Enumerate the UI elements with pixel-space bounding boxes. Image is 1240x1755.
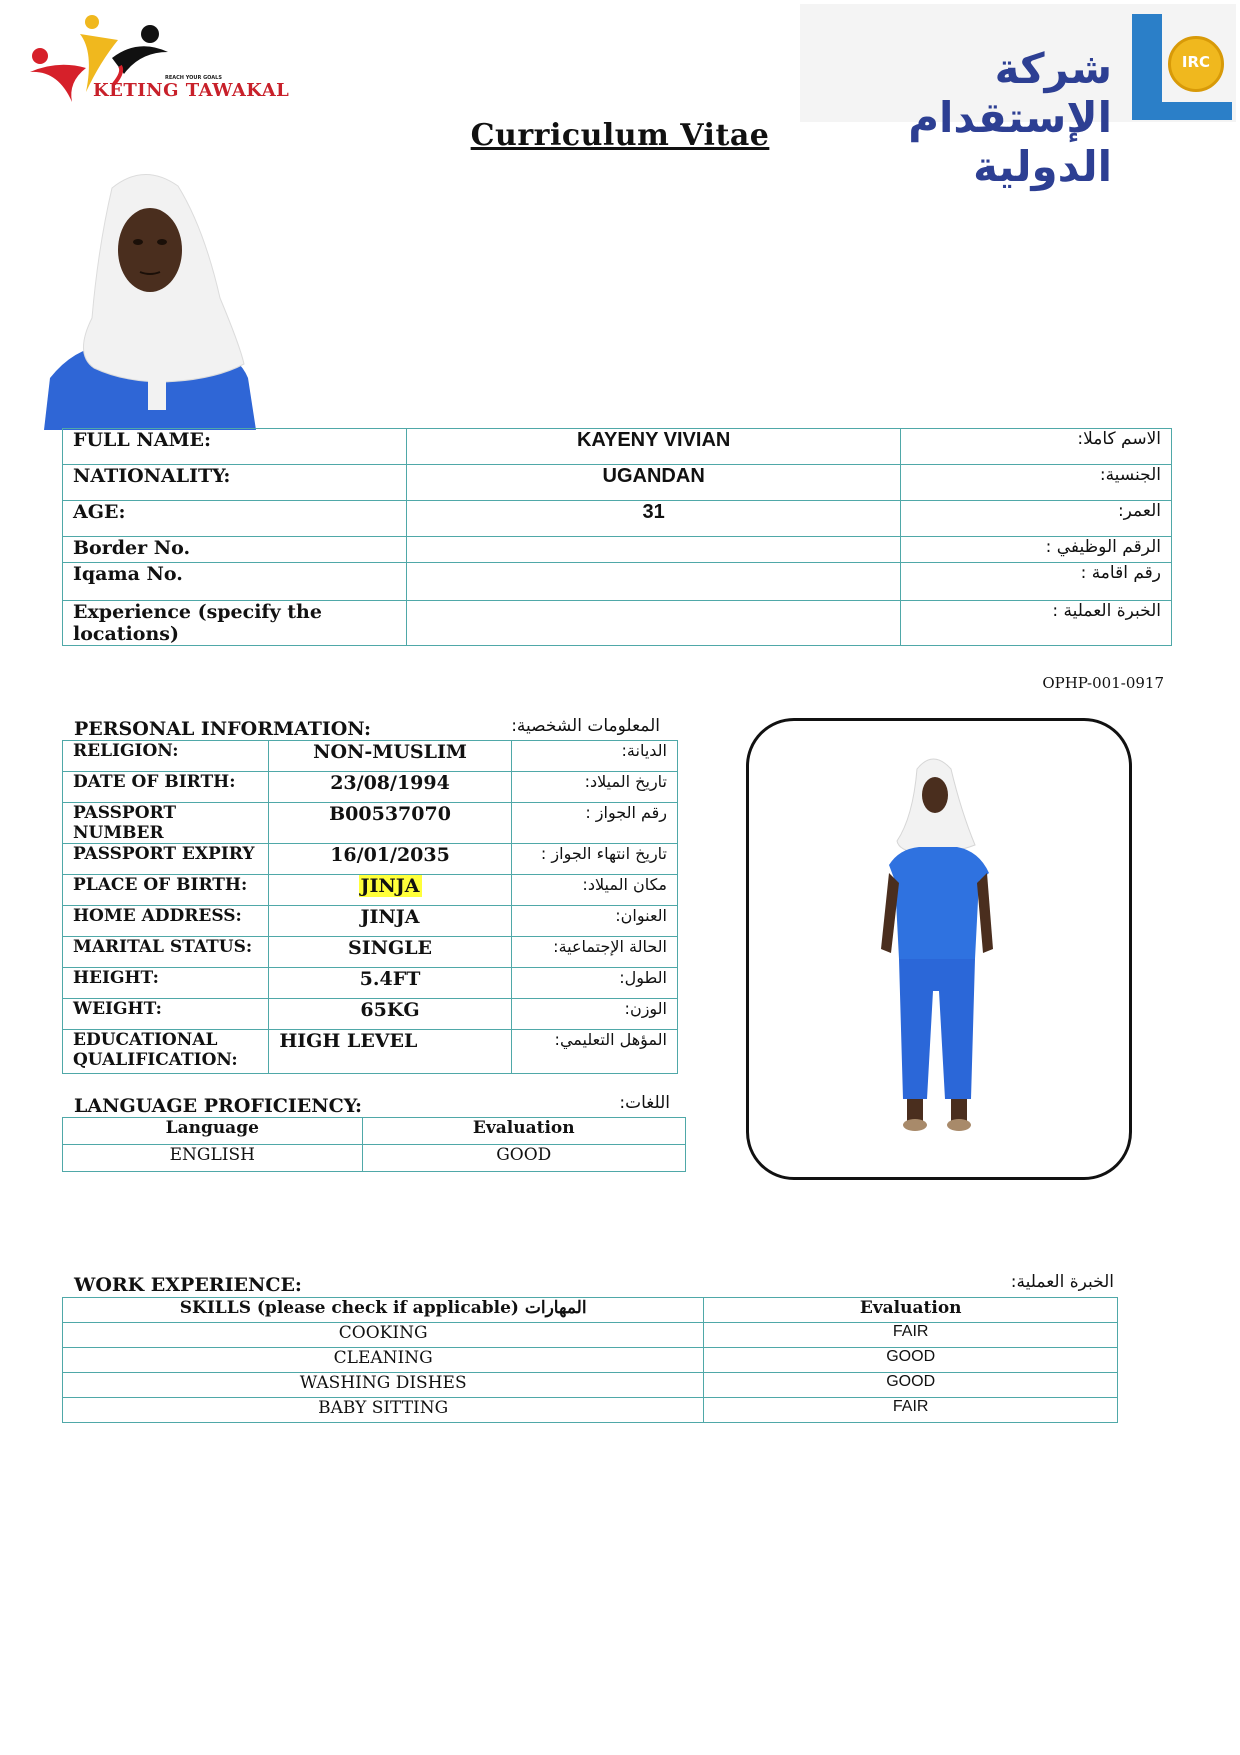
column-header-language: Language [63, 1118, 363, 1145]
table-row [63, 968, 678, 999]
table-row [63, 741, 678, 772]
skill-evaluation: FAIR [704, 1323, 1118, 1348]
column-header-skills: SKILLS (please check if applicable) المهارات [63, 1298, 704, 1323]
row-arabic: الحالة الإجتماعية: [511, 937, 677, 968]
language-name: ENGLISH [63, 1145, 363, 1172]
table-row [63, 803, 678, 844]
row-arabic: تاريخ الميلاد: [511, 772, 677, 803]
skill-name: BABY SITTING [63, 1398, 704, 1423]
table-row [63, 465, 1172, 501]
table-row [63, 537, 1172, 563]
row-value: KAYENY VIVIAN [407, 429, 900, 465]
skill-evaluation: FAIR [704, 1398, 1118, 1423]
portrait-person-icon [44, 168, 270, 430]
row-label: EDUCATIONAL QUALIFICATION: [63, 1030, 269, 1074]
row-arabic: رقم الجواز : [511, 803, 677, 844]
page-title: Curriculum Vitae [470, 118, 770, 153]
table-row [63, 601, 1172, 646]
row-value: 23/08/1994 [269, 772, 511, 803]
row-label: MARITAL STATUS: [63, 937, 269, 968]
table-row [63, 501, 1172, 537]
table-row [63, 999, 678, 1030]
row-label: WEIGHT: [63, 999, 269, 1030]
table-row [63, 1323, 1118, 1348]
column-header-evaluation: Evaluation [362, 1118, 685, 1145]
table-row [63, 937, 678, 968]
skills-table [62, 1297, 1118, 1423]
row-value [407, 563, 900, 601]
personal-info-heading: PERSONAL INFORMATION: [74, 718, 372, 740]
row-arabic: العنوان: [511, 906, 677, 937]
language-heading-arabic: اللغات: [619, 1093, 670, 1113]
row-label: FULL NAME: [63, 429, 407, 465]
table-row [63, 844, 678, 875]
column-header-evaluation: Evaluation [704, 1298, 1118, 1323]
row-label: PASSPORT NUMBER [63, 803, 269, 844]
table-row [63, 1398, 1118, 1423]
row-arabic: الجنسية: [900, 465, 1171, 501]
logo-mark-text: IRC [1181, 53, 1211, 71]
work-experience-heading: WORK EXPERIENCE: [74, 1274, 302, 1296]
row-label: Iqama No. [63, 563, 407, 601]
company-logo-right [800, 4, 1236, 191]
full-body-photo [746, 718, 1132, 1180]
row-value: JINJA [269, 906, 511, 937]
logo-arabic-text: شركة الإستقدام الدولية [908, 44, 1112, 191]
row-label: NATIONALITY: [63, 465, 407, 501]
row-arabic: الطول: [511, 968, 677, 999]
company-logo-left [28, 12, 290, 108]
row-value: UGANDAN [407, 465, 900, 501]
row-value: 65KG [269, 999, 511, 1030]
table-row [63, 1030, 678, 1074]
row-arabic: رقم اقامة : [900, 563, 1171, 601]
row-value [407, 537, 900, 563]
table-header-row [63, 1118, 686, 1145]
table-row [63, 875, 678, 906]
row-arabic: المؤهل التعليمي: [511, 1030, 677, 1074]
table-row [63, 1348, 1118, 1373]
row-value: B00537070 [269, 803, 511, 844]
personal-info-heading-arabic: المعلومات الشخصية: [511, 716, 660, 736]
row-label: Border No. [63, 537, 407, 563]
logo-brand-text: KETING TAWAKAL [93, 80, 290, 101]
row-arabic: العمر: [900, 501, 1171, 537]
row-arabic: الوزن: [511, 999, 677, 1030]
row-value: NON-MUSLIM [269, 741, 511, 772]
language-evaluation: GOOD [362, 1145, 685, 1172]
row-value [269, 875, 511, 906]
table-row [63, 1145, 686, 1172]
row-value: 16/01/2035 [269, 844, 511, 875]
highlighted-value: JINJA [360, 875, 420, 897]
row-label: PLACE OF BIRTH: [63, 875, 269, 906]
row-value: 5.4FT [269, 968, 511, 999]
row-arabic: الخبرة العملية : [900, 601, 1171, 646]
logo-circle-icon [1168, 36, 1224, 92]
table-row [63, 906, 678, 937]
row-label: Experience (specify the locations) [63, 601, 407, 646]
row-arabic: الرقم الوظيفي : [900, 537, 1171, 563]
summary-table [62, 428, 1172, 646]
row-label: DATE OF BIRTH: [63, 772, 269, 803]
work-experience-heading-arabic: الخبرة العملية: [1010, 1272, 1114, 1292]
row-value: HIGH LEVEL [269, 1030, 511, 1074]
row-value: SINGLE [269, 937, 511, 968]
row-label: HOME ADDRESS: [63, 906, 269, 937]
row-label: AGE: [63, 501, 407, 537]
row-label: HEIGHT: [63, 968, 269, 999]
language-heading: LANGUAGE PROFICIENCY: [74, 1095, 362, 1117]
skill-evaluation: GOOD [704, 1373, 1118, 1398]
portrait-photo [44, 168, 270, 430]
skill-name: COOKING [63, 1323, 704, 1348]
row-value [407, 601, 900, 646]
logo-tagline: REACH YOUR GOALS [165, 75, 222, 81]
skill-name: WASHING DISHES [63, 1373, 704, 1398]
row-label: PASSPORT EXPIRY [63, 844, 269, 875]
row-value: 31 [407, 501, 900, 537]
row-arabic: مكان الميلاد: [511, 875, 677, 906]
row-arabic: الديانة: [511, 741, 677, 772]
skill-evaluation: GOOD [704, 1348, 1118, 1373]
table-row [63, 772, 678, 803]
row-label: RELIGION: [63, 741, 269, 772]
row-arabic: تاريخ انتهاء الجواز : [511, 844, 677, 875]
table-header-row [63, 1298, 1118, 1323]
language-table [62, 1117, 686, 1172]
table-row [63, 429, 1172, 465]
row-arabic: الاسم كاملا: [900, 429, 1171, 465]
skill-name: CLEANING [63, 1348, 704, 1373]
table-row [63, 1373, 1118, 1398]
full-body-person-icon [749, 721, 1129, 1177]
table-row [63, 563, 1172, 601]
reference-code: OPHP-001-0917 [1042, 674, 1164, 692]
personal-info-table [62, 740, 678, 1074]
